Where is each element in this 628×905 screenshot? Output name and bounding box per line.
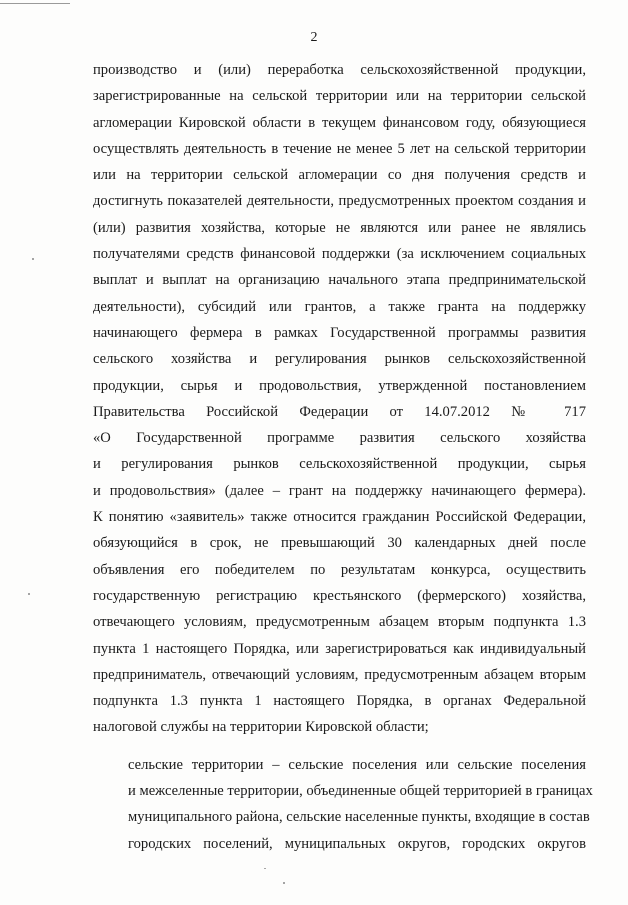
text-line: пункта 1 настоящего Порядка, или зарегистрироваться как индивидуальный — [93, 640, 586, 657]
text-line: отвечающего условиям, предусмотренным абзацем вторым подпункта 1.3 — [93, 614, 586, 631]
text-line: и межселенные территории, объединенные общей территорией в границах — [128, 783, 593, 800]
text-line: государственную регистрацию крестьянского (фермерского) хозяйства, — [93, 587, 586, 604]
text-line: сельского хозяйства и регулирования рынков сельскохозяйственной — [93, 351, 586, 368]
text-line: зарегистрированные на сельской территории или на территории сельской — [93, 88, 586, 105]
text-line: К понятию «заявитель» также относится гражданин Российской Федерации, — [93, 509, 586, 526]
text-line: предприниматель, отвечающий условиям, предусмотренным абзацем вторым — [93, 666, 586, 683]
scan-speck — [264, 868, 266, 869]
document-body — [93, 57, 593, 857]
text-line: выплат и выплат на организацию начального этапа предпринимательской — [93, 272, 586, 289]
text-line: достигнуть показателей деятельности, предусмотренных проектом создания и — [93, 193, 586, 210]
scan-speck — [28, 593, 30, 595]
text-line: городских поселений, муниципальных округов, городских округов — [128, 835, 586, 852]
text-line: налоговой службы на территории Кировской области; — [93, 719, 429, 736]
text-line: «О Государственной программе развития сельского хозяйства — [93, 430, 586, 447]
text-line: и продовольствия» (далее – грант на поддержку начинающего фермера). — [93, 482, 586, 499]
text-line: или на территории сельской агломерации со дня получения средств и — [93, 167, 586, 184]
text-line: получателями средств финансовой поддержки (за исключением социальных — [93, 246, 586, 263]
text-line: начинающего фермера в рамках Государственной программы развития — [93, 324, 586, 341]
top-edge-rule — [0, 3, 70, 4]
text-line: обязующийся в срок, не превышающий 30 календарных дней после — [93, 535, 586, 552]
text-line: (или) развития хозяйства, которые не являются или ранее не являлись — [93, 219, 586, 236]
text-line: продукции, сырья и продовольствия, утвержденной постановлением — [93, 377, 586, 394]
text-line: объявления его победителем по результатам конкурса, осуществить — [93, 561, 586, 578]
text-line: подпункта 1.3 пункта 1 настоящего Порядка, в органах Федеральной — [93, 693, 586, 710]
text-line: осуществлять деятельность в течение не менее 5 лет на сельской территории — [93, 140, 586, 157]
page-number: 2 — [310, 30, 318, 45]
text-line: агломерации Кировской области в текущем финансовом году, обязующиеся — [93, 114, 586, 131]
text-line: муниципального района, сельские населенные пункты, входящие в состав — [128, 809, 590, 826]
text-line: сельские территории – сельские поселения или сельские поселения — [128, 756, 586, 773]
text-line: Правительства Российской Федерации от 14.07.2012 № 717 — [93, 403, 586, 420]
text-line: производство и (или) переработка сельскохозяйственной продукции, — [93, 62, 586, 78]
paragraph — [93, 752, 593, 857]
paragraph — [93, 57, 586, 741]
scan-speck — [32, 258, 34, 260]
text-line: и регулирования рынков сельскохозяйственной продукции, сырья — [93, 456, 586, 473]
text-line: деятельности), субсидий или грантов, а также гранта на поддержку — [93, 298, 586, 315]
scan-speck — [283, 882, 285, 884]
